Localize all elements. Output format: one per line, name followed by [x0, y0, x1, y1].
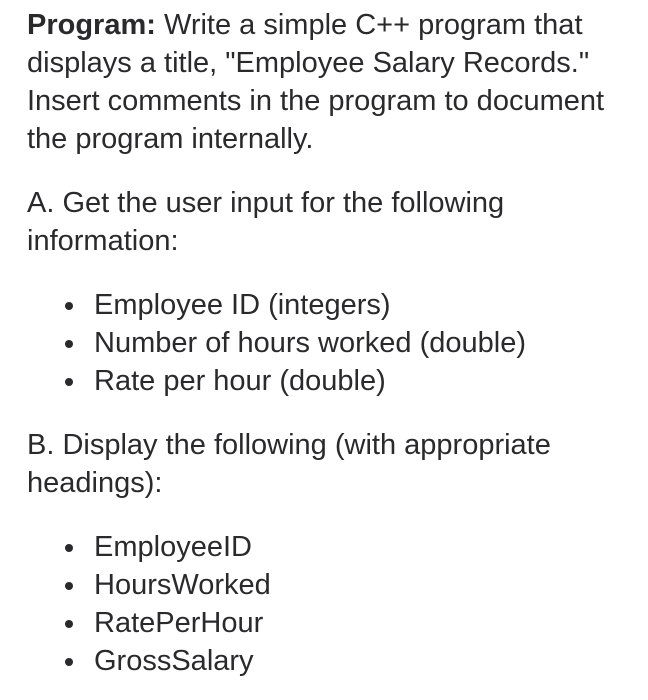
bullet-icon — [65, 620, 73, 628]
list-item — [65, 604, 648, 642]
list-item-text: Number of hours worked (double) — [94, 327, 526, 359]
list-item — [65, 642, 648, 680]
program-label: Program: — [27, 9, 156, 41]
bullet-icon — [65, 658, 73, 666]
bullet-icon — [65, 544, 73, 552]
list-item-text: EmployeeID — [94, 531, 252, 563]
list-item-text: GrossSalary — [94, 645, 254, 677]
bullet-icon — [65, 582, 73, 590]
list-item — [65, 286, 648, 324]
section-a-heading: A. Get the user input for the following information: — [27, 187, 505, 257]
section-b-heading: B. Display the following (with appropriate headings): — [27, 429, 551, 499]
list-item — [65, 324, 648, 362]
section-a-list — [27, 286, 648, 400]
section-b-list — [27, 528, 648, 680]
program-text: Write a simple C++ program that displays a title, "Employee Salary Records." Insert comments in the program to document the program internally. — [27, 9, 605, 155]
bullet-icon — [65, 378, 73, 386]
list-item — [65, 362, 648, 400]
list-item-text: RatePerHour — [94, 607, 264, 639]
bullet-icon — [65, 302, 73, 310]
program-description — [27, 6, 648, 158]
list-item-text: Employee ID (integers) — [94, 289, 391, 321]
list-item-text: Rate per hour (double) — [94, 365, 386, 397]
list-item-text: HoursWorked — [94, 569, 271, 601]
bullet-icon — [65, 340, 73, 348]
list-item — [65, 528, 648, 566]
list-item — [65, 566, 648, 604]
